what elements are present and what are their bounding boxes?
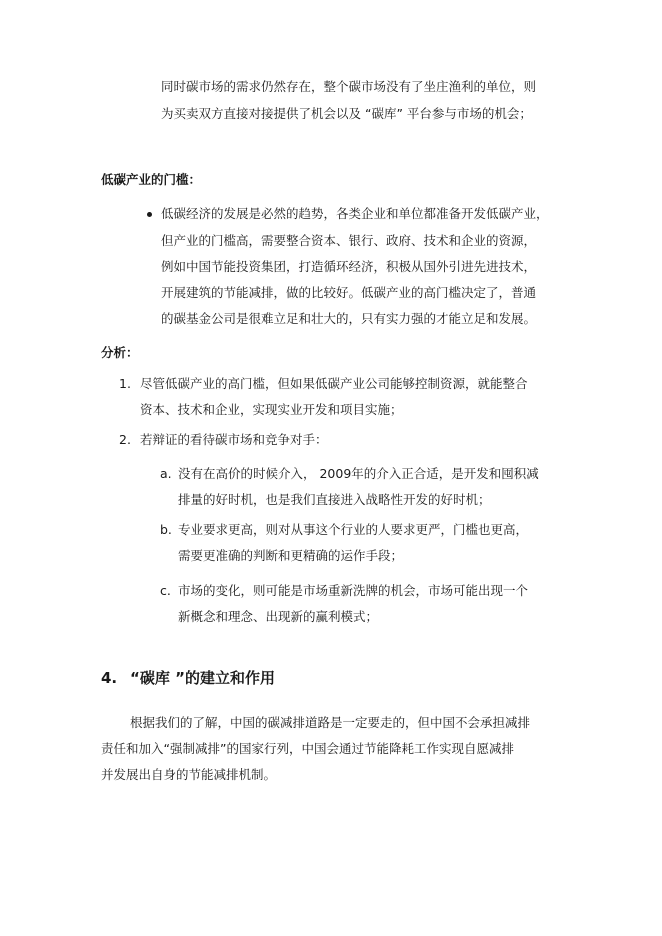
list-marker-2: 2. — [119, 432, 131, 447]
analysis-title: 分析： — [101, 345, 139, 360]
subitem-c-line-2: 新概念和理念、出现新的赢利模式； — [178, 609, 379, 624]
subitem-b-line-2: 需要更准确的判断和更精确的运作手段； — [178, 548, 404, 563]
subitem-a-line-2: 排量的好时机，也是我们直接进入战略性开发的好时机； — [178, 492, 491, 507]
analysis-item-1-line-2: 资本、技术和企业，实现实业开发和项目实施； — [140, 402, 403, 417]
subitem-c-line-1: 市场的变化，则可能是市场重新洗牌的机会，市场可能出现一个 — [178, 583, 529, 598]
subitem-b-line-1: 专业要求更高，则对从事这个行业的人要求更严，门槛也更高， — [178, 522, 529, 537]
threshold-line-2: 但产业的门槛高，需要整合资本、银行、政府、技术和企业的资源， — [161, 233, 537, 248]
threshold-line-1: 低碳经济的发展是必然的趋势，各类企业和单位都准备开发低碳产业， — [161, 206, 549, 221]
subitem-a-line-1: 没有在高价的时候介入， 2009年的介入正合适，是开发和囤积减 — [178, 466, 539, 481]
analysis-item-2-line-1: 若辩证的看待碳市场和竞争对手： — [140, 432, 328, 447]
intro-line-2: 为买卖双方直接对接提供了机会以及 “碳库” 平台参与市场的机会； — [161, 106, 532, 121]
sublist-marker-a: a. — [160, 466, 172, 481]
threshold-line-3: 例如中国节能投资集团，打造循环经济，积极从国外引进先进技术， — [161, 259, 537, 274]
list-marker-1: 1. — [119, 376, 131, 391]
section-4-number: 4. — [101, 669, 118, 687]
section-4-line-3: 并发展出自身的节能减排机制。 — [101, 767, 277, 782]
intro-line-1: 同时碳市场的需求仍然存在，整个碳市场没有了坐庄渔利的单位，则 — [161, 79, 537, 94]
section-4-line-1: 根据我们的了解，中国的碳减排道路是一定要走的，但中国不会承担减排 — [130, 715, 531, 730]
bullet-dot-icon — [147, 212, 152, 217]
section-4-title: “碳库 ”的建立和作用 — [130, 669, 275, 687]
sublist-marker-b: b. — [160, 522, 172, 537]
section-4-line-2: 责任和加入“强制减排”的国家行列，中国会通过节能降耗工作实现自愿减排 — [101, 741, 514, 756]
threshold-title: 低碳产业的门槛： — [101, 172, 202, 187]
threshold-line-4: 开展建筑的节能减排，做的比较好。低碳产业的高门槛决定了，普通 — [161, 285, 537, 300]
threshold-line-5: 的碳基金公司是很难立足和壮大的，只有实力强的才能立足和发展。 — [161, 311, 537, 326]
analysis-item-1-line-1: 尽管低碳产业的高门槛，但如果低碳产业公司能够控制资源，就能整合 — [140, 376, 528, 391]
sublist-marker-c: c. — [160, 583, 171, 598]
